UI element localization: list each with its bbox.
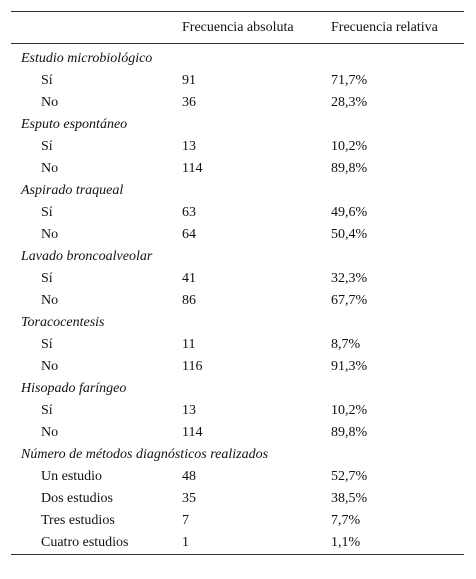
absolute-frequency-cell: 41 (182, 271, 196, 286)
group-row (11, 114, 464, 136)
group-row (11, 444, 464, 466)
row-label: Sí (41, 73, 53, 88)
relative-frequency-cell: 67,7% (331, 293, 368, 308)
row-label: No (41, 161, 59, 176)
row-label: Sí (41, 337, 53, 352)
row-label: Tres estudios (41, 513, 115, 528)
absolute-frequency-cell: 91 (182, 73, 196, 88)
frequency-table-container (11, 11, 464, 555)
absolute-frequency-cell: 13 (182, 139, 196, 154)
relative-frequency-cell: 28,3% (331, 95, 368, 110)
table-body (11, 44, 464, 555)
group-row (11, 180, 464, 202)
table-row (11, 422, 464, 444)
row-label: No (41, 359, 59, 374)
row-label: Un estudio (41, 469, 103, 484)
relative-frequency-cell: 71,7% (331, 73, 368, 88)
absolute-frequency-cell: 35 (182, 491, 196, 506)
table-row (11, 136, 464, 158)
absolute-frequency-cell: 114 (182, 425, 203, 440)
absolute-frequency-cell: 1 (182, 535, 189, 550)
row-label: Sí (41, 139, 53, 154)
relative-frequency-cell: 32,3% (331, 271, 368, 286)
table-row (11, 334, 464, 356)
absolute-frequency-cell: 86 (182, 293, 196, 308)
relative-frequency-cell: 8,7% (331, 337, 361, 352)
header-label-column (11, 12, 182, 44)
table-row (11, 510, 464, 532)
table-row (11, 92, 464, 114)
group-row (11, 312, 464, 334)
table-row (11, 466, 464, 488)
table-header (11, 12, 464, 44)
group-title: Lavado broncoalveolar (21, 249, 153, 264)
relative-frequency-cell: 7,7% (331, 513, 361, 528)
absolute-frequency-cell: 116 (182, 359, 203, 374)
relative-frequency-cell: 10,2% (331, 139, 368, 154)
table-row (11, 268, 464, 290)
table-row (11, 224, 464, 246)
table-row (11, 400, 464, 422)
header-relative-frequency: Frecuencia relativa (331, 19, 438, 35)
absolute-frequency-cell: 7 (182, 513, 189, 528)
table-row (11, 290, 464, 312)
frequency-table (11, 11, 464, 555)
absolute-frequency-cell: 64 (182, 227, 196, 242)
relative-frequency-cell: 91,3% (331, 359, 368, 374)
group-title: Hisopado faríngeo (21, 381, 127, 396)
group-title: Esputo espontáneo (21, 117, 128, 132)
relative-frequency-cell: 50,4% (331, 227, 368, 242)
relative-frequency-cell: 1,1% (331, 535, 361, 550)
table-row (11, 532, 464, 555)
group-row (11, 246, 464, 268)
table-row (11, 356, 464, 378)
relative-frequency-cell: 49,6% (331, 205, 368, 220)
row-label: No (41, 227, 59, 242)
row-label: No (41, 95, 59, 110)
group-row (11, 378, 464, 400)
absolute-frequency-cell: 63 (182, 205, 196, 220)
absolute-frequency-cell: 11 (182, 337, 196, 352)
relative-frequency-cell: 89,8% (331, 425, 368, 440)
absolute-frequency-cell: 48 (182, 469, 196, 484)
row-label: Sí (41, 205, 53, 220)
row-label: Sí (41, 403, 53, 418)
group-title: Aspirado traqueal (21, 183, 124, 198)
row-label: No (41, 425, 59, 440)
row-label: Cuatro estudios (41, 535, 129, 550)
table-row (11, 202, 464, 224)
relative-frequency-cell: 10,2% (331, 403, 368, 418)
group-row (11, 44, 464, 71)
group-title: Toracocentesis (21, 315, 105, 330)
header-absolute-frequency: Frecuencia absoluta (182, 19, 294, 35)
table-row (11, 70, 464, 92)
table-row (11, 488, 464, 510)
group-title: Estudio microbiológico (21, 50, 153, 66)
table-row (11, 158, 464, 180)
header-row (11, 12, 464, 44)
absolute-frequency-cell: 36 (182, 95, 196, 110)
relative-frequency-cell: 38,5% (331, 491, 368, 506)
relative-frequency-cell: 52,7% (331, 469, 368, 484)
relative-frequency-cell: 89,8% (331, 161, 368, 176)
row-label: Dos estudios (41, 491, 113, 506)
row-label: Sí (41, 271, 53, 286)
row-label: No (41, 293, 59, 308)
absolute-frequency-cell: 13 (182, 403, 196, 418)
absolute-frequency-cell: 114 (182, 161, 203, 176)
group-title: Número de métodos diagnósticos realizados (21, 447, 269, 462)
